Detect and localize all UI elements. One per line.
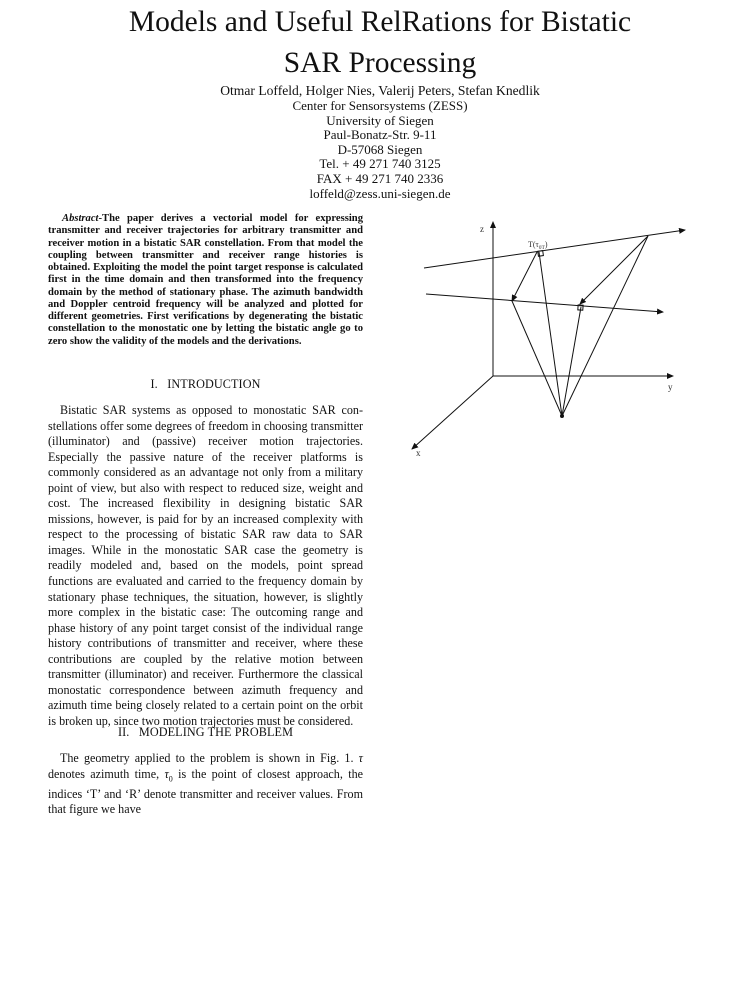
affiliation-fax: FAX + 49 271 740 2336 (316, 170, 444, 186)
bistatic-geometry-figure (400, 210, 700, 470)
abstract (48, 213, 363, 348)
affiliation-street: Paul-Bonatz-Str. 9-11 (323, 127, 437, 143)
transmitter-to-receiver-vector-1 (512, 252, 537, 301)
x-axis (412, 376, 493, 449)
figure-canvas (400, 210, 700, 470)
section-heading-introduction: I. INTRODUCTION (150, 377, 261, 391)
point-label-main: T(τ (528, 240, 539, 249)
range-line-transmitter-2 (562, 236, 648, 416)
receiver-trajectory (426, 294, 663, 312)
section-heading-modeling: II. MODELING THE PROBLEM (117, 725, 294, 739)
affiliation-phone: Tel. + 49 271 740 3125 (319, 156, 441, 172)
affiliation-university: University of Siegen (326, 112, 434, 128)
modeling-text-3: is the point of closest approach, the indices ‘T’ and ‘R’ denote transmitter and receiver values. From that figure we have (48, 766, 363, 817)
introduction-paragraph: Bistatic SAR systems as opposed to monostatic SAR constellations offer some degrees of freedom in choosing transmitter (illuminator) and (passive) receiver motion trajectories. Especially the passive nature of the receiver platforms is commonly considered as an advantage not only from a military point of view, but also with respect to reduced size, weight and cost. The increased flexibility in designing bistatic SAR missions, however, is paid for by an increased complexity with respect to the processing of bistatic SAR raw data to SAR images. While in the monostatic SAR case the geometry is readily modeled and, based on the models, point spread functions are evaluated and carried to the frequency domain by stationary phase techniques, the situation, however, is slightly more complex in the bistatic case: The outcoming range and phase history of any point target consist of the individual range history contributions of transmitter and receiver, where these contributions are coupled by the relative motion between transmitter (illuminator) and receiver. Furthermore the classical monostatic correspondence between azimuth frequency and azimuth time being closely related to a certain point on the orbit is broken up, since two motion trajectories must be considered. (48, 403, 363, 728)
affiliation-email: loffeld@zess.uni-siegen.de (309, 185, 451, 201)
affiliation-city: D-57068 Siegen (337, 141, 423, 157)
point-label-close: ) (544, 240, 548, 249)
title-line-2: SAR Processing (283, 47, 477, 79)
point-label-subscript: 0T (538, 245, 545, 251)
transmitter-trajectory (424, 230, 685, 268)
affiliation-center: Center for Sensorsystems (ZESS) (292, 98, 468, 113)
x-axis-label: x (416, 448, 421, 458)
transmitter-to-receiver-vector-2 (580, 236, 648, 304)
target-point (560, 414, 564, 418)
tau-symbol: τ (358, 751, 363, 765)
paper-title (80, 2, 680, 84)
abstract-text: -The paper derives a vectorial model for expressing transmitter and receiver trajectories for arbitrary transmitter and receiver motion in a bistatic SAR constellation. From that model the coupling between transmitter and receiver range histories is obtained. Exploiting the model the point target response is calculated first in the time domain and then transformed into the frequency domain by the method of stationary phase. The azimuth bandwidth and Doppler centroid frequency will be analyzed and plotted for different geometries. First verifications by degenerating the bistatic constellation to the monostatic one by letting the bistatic angle go to zero show the validity of the models and the derivations. (48, 213, 363, 347)
range-line-receiver-2 (562, 307, 581, 416)
modeling-text-2: denotes azimuth time, (48, 766, 165, 781)
abstract-lead: Abstract (62, 213, 99, 224)
tau0-symbol: τ (164, 766, 169, 781)
z-axis-label: z (480, 224, 484, 234)
y-axis-label: y (668, 382, 673, 392)
modeling-text-1: The geometry applied to the problem is shown in Fig. 1. (60, 751, 359, 765)
range-line-transmitter-1 (539, 252, 562, 416)
title-line-1: Models and Useful RelRations for Bistatic (128, 6, 632, 38)
modeling-paragraph (48, 751, 363, 818)
tau0-subscript: 0 (168, 773, 173, 783)
author-block (160, 83, 600, 201)
range-line-receiver-1 (512, 301, 562, 416)
author-names: Otmar Loffeld, Holger Nies, Valerij Peters, Stefan Knedlik (220, 83, 540, 98)
closest-approach-label (528, 240, 548, 251)
